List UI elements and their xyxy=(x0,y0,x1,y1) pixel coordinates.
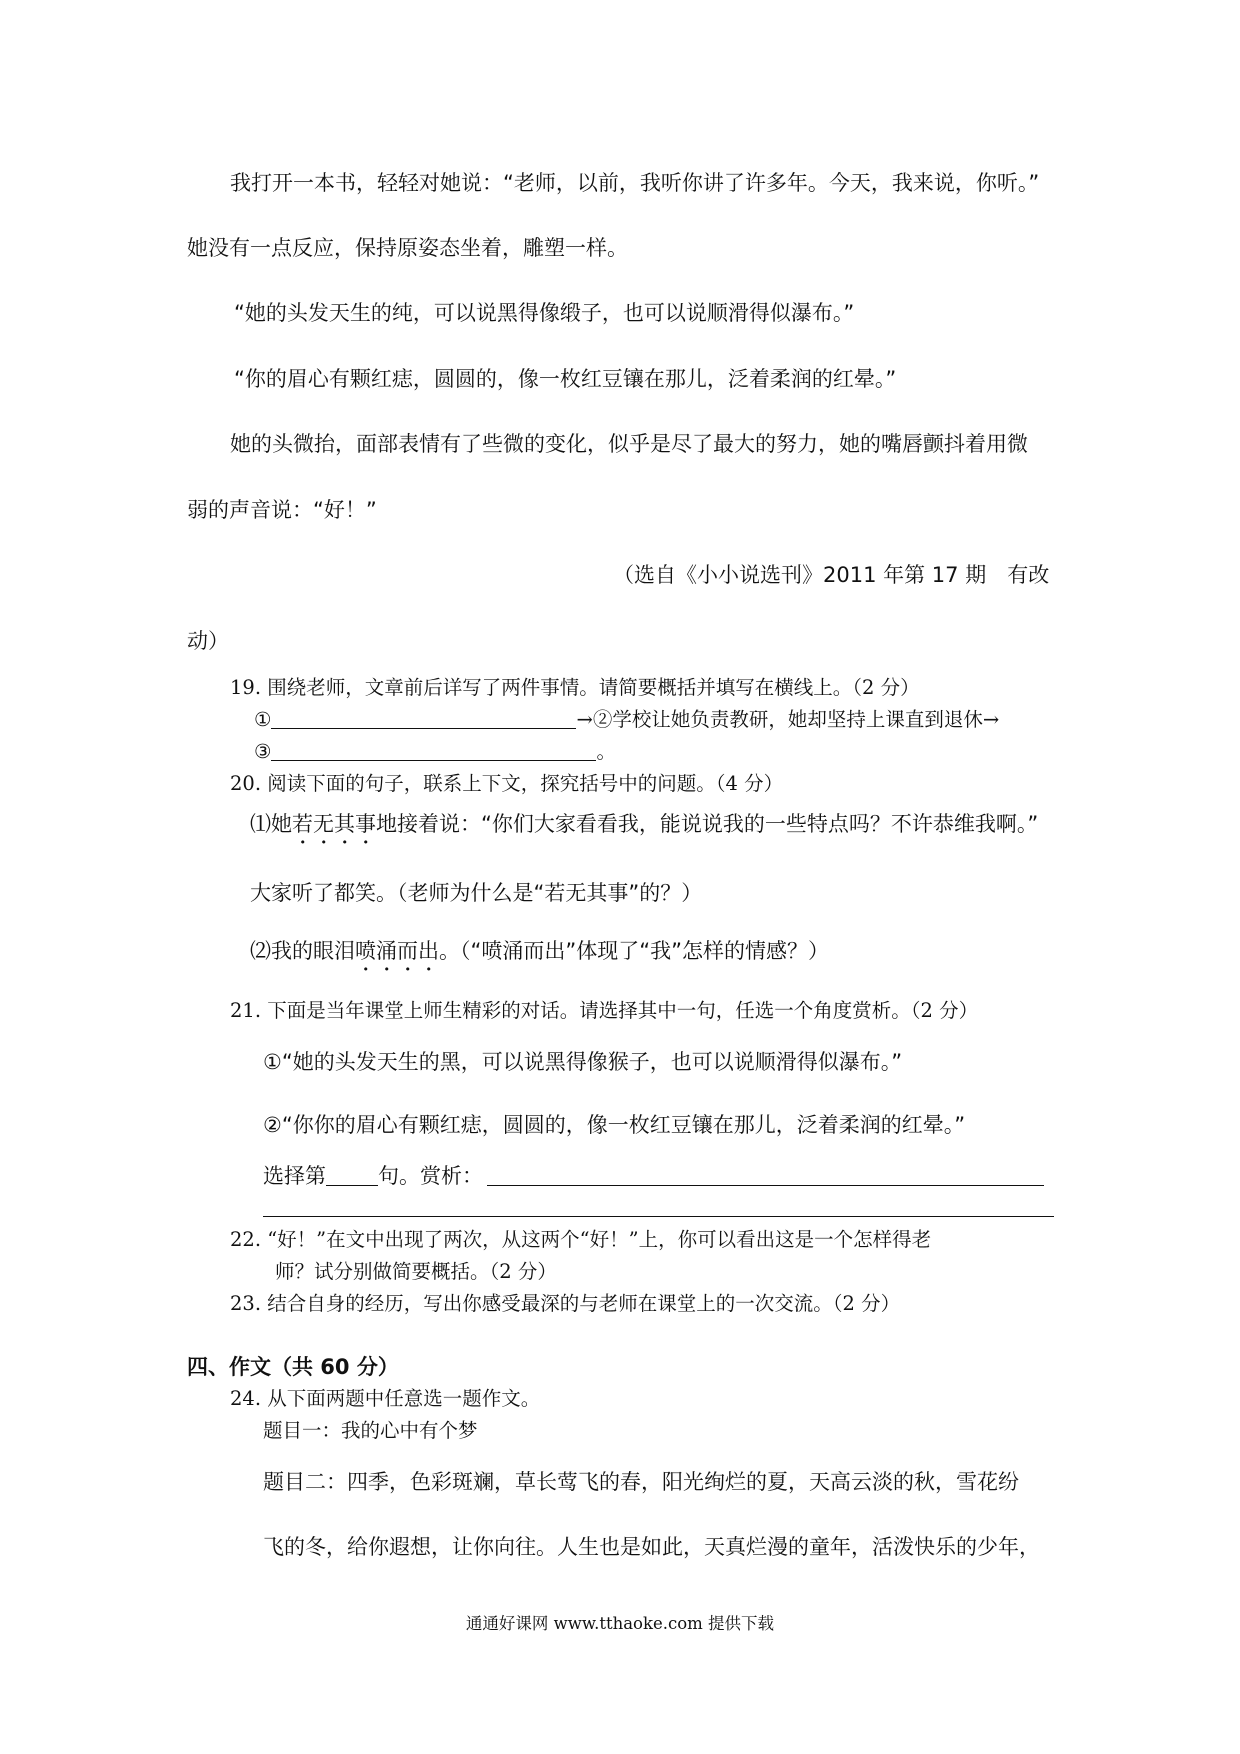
q21-choose-pre: 选择第 xyxy=(263,1164,326,1188)
q22-line1: 22. “好！”在文中出现了两次，从这两个“好！”上，你可以看出这是一个怎样得老 xyxy=(230,1228,932,1251)
q20-s1-pre: ⑴她 xyxy=(250,812,292,836)
q21-option2: ②“你你的眉心有颗红痣，圆圆的，像一枚红豆镶在那儿，泛着柔润的红晕。” xyxy=(263,1113,966,1137)
q20-s1-emphasis: 若无其事 xyxy=(292,812,376,836)
topic2-line1: 题目二：四季，色彩斑斓，草长莺飞的春，阳光绚烂的夏，天高云淡的秋，雪花纷 xyxy=(263,1470,1019,1494)
story-p1-line2: 她没有一点反应，保持原姿态坐着，雕塑一样。 xyxy=(187,236,628,260)
source-line2: 动） xyxy=(187,629,229,653)
q20-s1-post: 地接着说：“你们大家看看我，能说说我的一些特点吗？不许恭维我啊。” xyxy=(376,812,1039,836)
q22-line2: 师？试分别做简要概括。（2 分） xyxy=(275,1260,557,1283)
section4-title: 四、作文（共 60 分） xyxy=(187,1355,399,1379)
source-line1: （选自《小小说选刊》2011 年第 17 期 有改 xyxy=(613,563,1050,587)
story-p4-line1: 她的头微抬，面部表情有了些微的变化，似乎是尽了最大的努力，她的嘴唇颤抖着用微 xyxy=(230,432,1028,456)
q21-choose-mid: 句。赏析： xyxy=(378,1164,483,1188)
q21-choose-line xyxy=(263,1161,1044,1191)
story-p3: “你的眉心有颗红痣，圆圆的，像一枚红豆镶在那儿，泛着柔润的红晕。” xyxy=(234,367,897,391)
q19-stem: 19. 围绕老师，文章前后详写了两件事情。请简要概括并填写在横线上。（2 分） xyxy=(230,676,920,699)
q20-stem: 20. 阅读下面的句子，联系上下文，探究括号中的问题。（4 分） xyxy=(230,772,784,795)
story-p4-line2: 弱的声音说：“好！” xyxy=(187,498,377,522)
topic1: 题目一：我的心中有个梦 xyxy=(263,1419,478,1442)
q21-stem: 21. 下面是当年课堂上师生精彩的对话。请选择其中一句，任选一个角度赏析。（2 分） xyxy=(230,999,979,1022)
q20-sentence1-line2: 大家听了都笑。（老师为什么是“若无其事”的？） xyxy=(250,881,703,905)
q21-choice-blank[interactable] xyxy=(326,1163,378,1186)
q19-end: 。 xyxy=(596,740,616,763)
q21-answer-line[interactable] xyxy=(263,1216,1054,1217)
story-p1-line1: 我打开一本书，轻轻对她说：“老师，以前，我听你讲了许多年。今天，我来说，你听。” xyxy=(230,171,1040,195)
q20-s2-emphasis: 喷涌而出 xyxy=(355,939,439,963)
q19-line1 xyxy=(254,705,999,735)
story-p2: “她的头发天生的纯，可以说黑得像缎子，也可以说顺滑得似瀑布。” xyxy=(234,301,855,325)
q21-analysis-blank[interactable] xyxy=(487,1163,1044,1186)
q24-stem: 24. 从下面两题中任意选一题作文。 xyxy=(230,1387,541,1410)
q19-mark1: ① xyxy=(254,708,272,731)
q19-mark3: ③ xyxy=(254,740,272,763)
q23-text: 23. 结合自身的经历，写出你感受最深的与老师在课堂上的一次交流。（2 分） xyxy=(230,1292,901,1315)
q19-blank1[interactable] xyxy=(271,706,576,729)
q19-line2 xyxy=(254,737,616,767)
q20-sentence2 xyxy=(250,936,829,976)
q19-mid: →②学校让她负责教研，她却坚持上课直到退休→ xyxy=(576,708,1000,731)
q21-option1: ①“她的头发天生的黑，可以说黑得像猴子，也可以说顺滑得似瀑布。” xyxy=(263,1050,903,1074)
q19-blank3[interactable] xyxy=(271,738,596,761)
topic2-line2: 飞的冬，给你遐想，让你向往。人生也是如此，天真烂漫的童年，活泼快乐的少年， xyxy=(263,1535,1040,1559)
page-footer: 通通好课网 www.tthaoke.com 提供下载 xyxy=(465,1614,775,1633)
q20-s2-post: 。（“喷涌而出”体现了“我”怎样的情感？） xyxy=(439,939,830,963)
q20-sentence1 xyxy=(250,809,1038,849)
q20-s2-pre: ⑵我的眼泪 xyxy=(250,939,355,963)
